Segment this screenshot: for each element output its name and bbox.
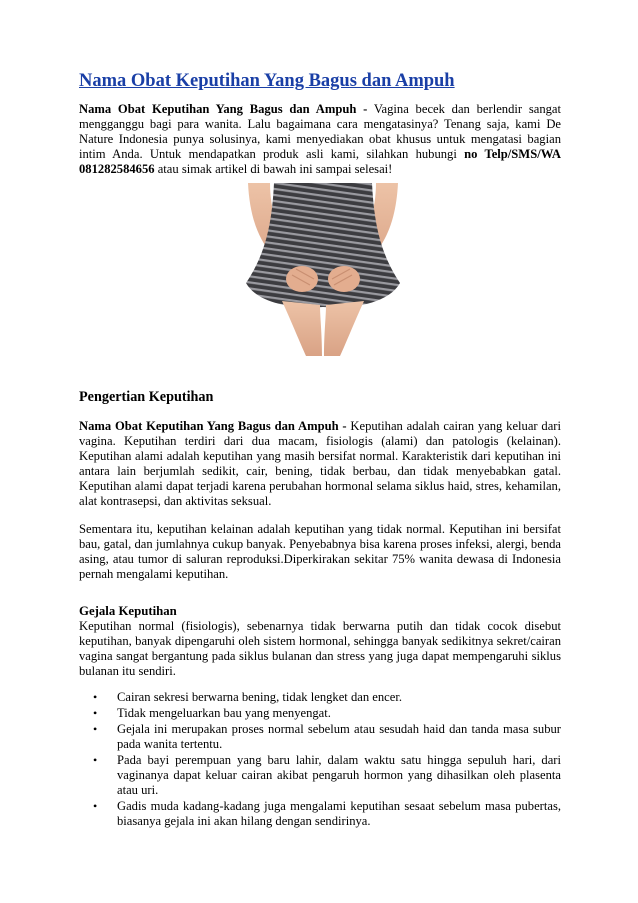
document-page (79, 70, 561, 830)
intro-text: Vagina becek dan berlendir sangat mengganggu bagi para wanita. Lalu bagaimana cara mengatasinya? Tenang saja, kami De Nature Indonesia punya solusinya, kami menyediakan obat khusus untuk mengatasi bagian intim Anda. Untuk mendapatkan produk asli kami, silahkan hubungi (79, 102, 561, 161)
section1-text: Keputihan adalah cairan yang keluar dari vagina. Keputihan terdiri dari dua macam, fisiologis (alami) dan patologis (kelainan). Keputihan alami adalah keputihan yang masih bersifat normal. Karakteristik dari keputihan ini antara lain berjumlah sedikit, cair, bening, tidak berbau, dan tidak menyebabkan gatal. Keputihan alami dapat terjadi karena perubahan hormonal selama siklus haid, stres, kehamilan, alat kontrasepsi, dan aktivitas seksual. (79, 419, 561, 508)
intro-paragraph (79, 102, 561, 177)
section1-paragraph1 (79, 419, 561, 509)
contact-number: no Telp/SMS/WA 081282584656 (79, 147, 561, 176)
list-item: • Cairan sekresi berwarna bening, tidak lengket dan encer. (93, 690, 402, 704)
bullet-icon: • (93, 722, 98, 736)
section2-paragraph: Keputihan normal (fisiologis), sebenarnya tidak berwarna putih dan tidak cocok disebut keputihan, banyak dipengaruhi oleh sistem hormonal, sehingga banyak sedikitnya sekret/cairan vagina sangat bergantung pada siklus bulanan dan stress yang juga dapat mempengaruhi siklus bulanan itu sendiri. (79, 619, 561, 678)
symptom-list (79, 690, 561, 830)
list-item: • Gadis muda kadang-kadang juga mengalami keputihan sesaat sebelum masa pubertas, biasanya gejala ini akan hilang dengan sendirinya. (93, 799, 561, 828)
page-title[interactable]: Nama Obat Keputihan Yang Bagus dan Ampuh (79, 71, 455, 91)
section1-lead: Nama Obat Keputihan Yang Bagus dan Ampuh - (79, 419, 347, 433)
article-image (240, 183, 406, 356)
bullet-icon: • (93, 753, 98, 767)
bullet-icon: • (93, 799, 98, 813)
list-item: • Gejala ini merupakan proses normal sebelum atau sesudah haid dan tanda masa subur pada wanita tertentu. (93, 722, 561, 751)
section-heading-gejala: Gejala Keputihan (79, 604, 177, 618)
bullet-icon: • (93, 690, 98, 704)
list-item: • Pada bayi perempuan yang baru lahir, dalam waktu satu hingga sepuluh hari, dari vaginanya dapat keluar cairan akibat pengaruh hormon yang dihasilkan oleh plasenta atau uri. (93, 753, 561, 797)
intro-tail: atau simak artikel di bawah ini sampai selesai! (154, 162, 393, 176)
list-item: • Tidak mengeluarkan bau yang menyengat. (93, 706, 331, 720)
intro-lead: Nama Obat Keputihan Yang Bagus dan Ampuh - (79, 102, 368, 116)
section-heading-pengertian: Pengertian Keputihan (79, 389, 214, 405)
section1-paragraph2: Sementara itu, keputihan kelainan adalah keputihan yang tidak normal. Keputihan ini bersifat bau, gatal, dan jumlahnya cukup banyak. Penyebabnya bisa karena proses infeksi, alergi, benda asing, atau tumor di saluran reproduksi.Diperkirakan sekitar 75% wanita dewasa di Indonesia pernah mengalami keputihan. (79, 522, 561, 581)
section-gejala (79, 604, 561, 830)
bullet-icon: • (93, 706, 98, 720)
